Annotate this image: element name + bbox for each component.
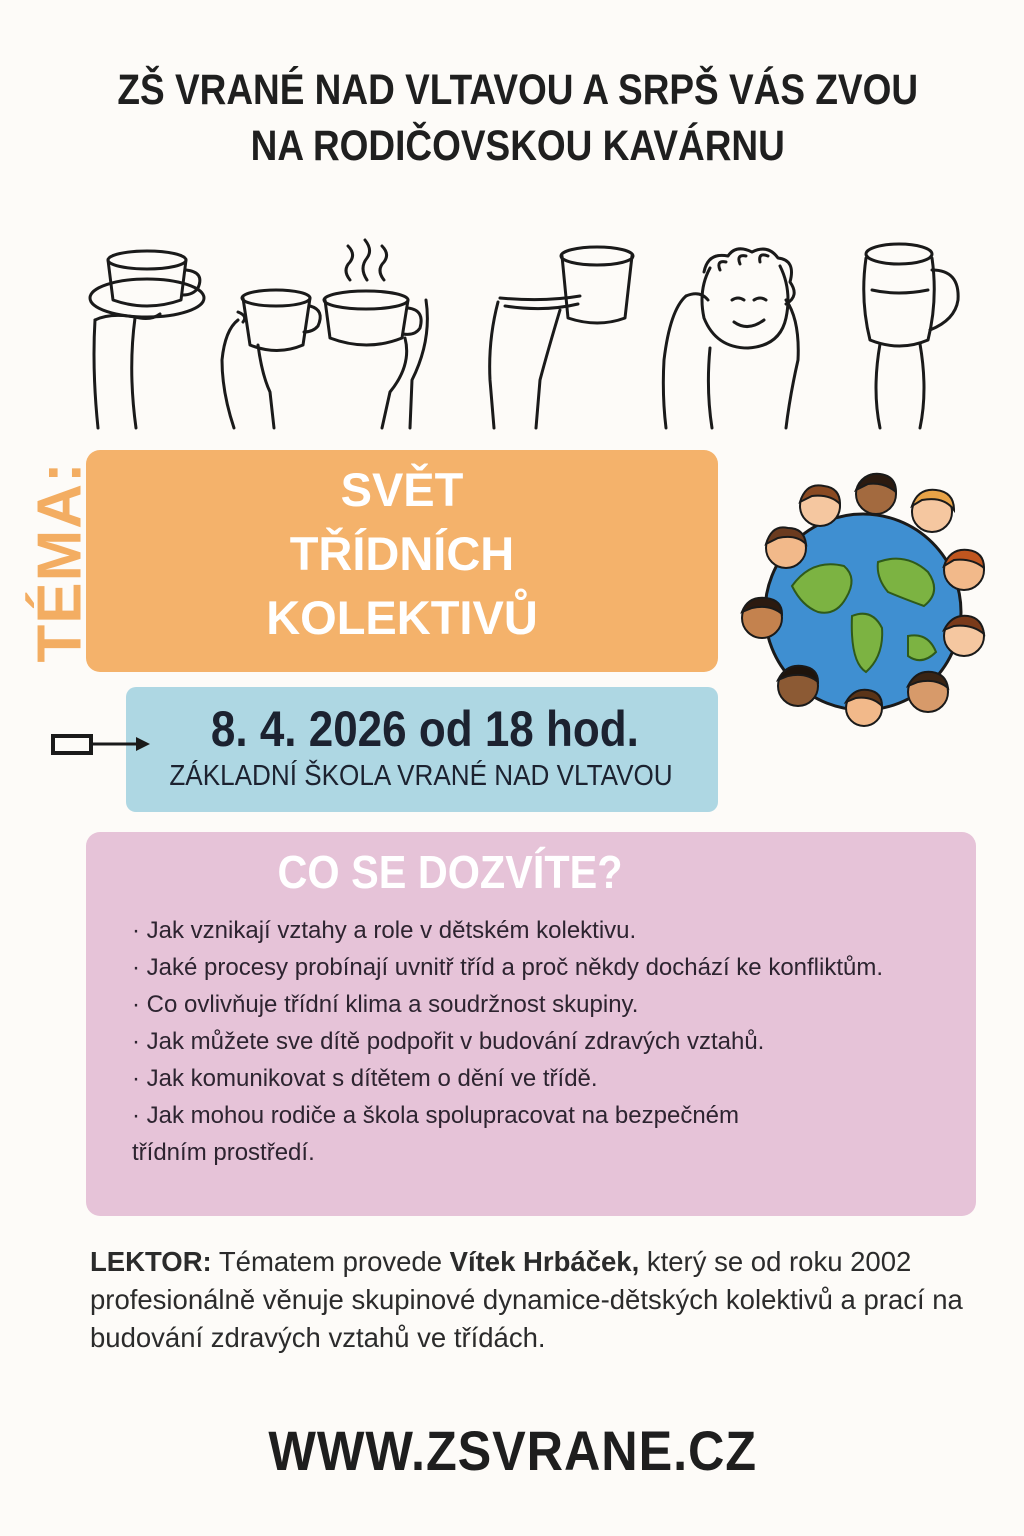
topic-label: TÉMA: [25,461,95,663]
cups-illustration [0,225,1024,435]
lektor-label: LEKTOR: [90,1246,212,1277]
list-item: · Jak komunikovat s dítětem o dění ve třídě. [132,1065,598,1092]
arrow-right-icon [50,728,154,762]
topic-line-1: SVĚT [340,463,464,516]
title-line-1: ZŠ VRANÉ NAD VLTAVOU A SRPŠ VÁS ZVOU [117,66,919,114]
topic-title [86,458,718,650]
lektor-name: Vítek Hrbáček, [449,1246,640,1277]
face-with-hand-icon [663,249,798,428]
coffee-cup-icon [222,290,320,428]
list-item: · Co ovlivňuje třídní klima a soudržnost skupiny. [132,991,639,1018]
globe-children-icon [732,466,994,728]
learn-heading: CO SE DOZVÍTE? [277,846,623,898]
lektor-text-2: který se od roku 2002 profesionálně věnuje skupinové dynamice-dětských kolektivů a prací na budování zdravých vztahů ve třídách. [90,1246,963,1353]
event-date: 8. 4. 2026 od 18 hod. [210,701,639,757]
page-title [77,62,958,174]
topic-line-2: TŘÍDNÍCH [289,527,515,580]
list-item: · Jak vznikají vztahy a role v dětském kolektivu. [132,917,637,944]
learn-list [132,912,952,1171]
website-link[interactable]: WWW.ZSVRANE.CZ [268,1419,757,1482]
list-item: · Jak mohou rodiče a škola spolupracovat na bezpečném [132,1102,740,1129]
event-place: ZÁKLADNÍ ŠKOLA VRANÉ NAD VLTAVOU [169,760,673,792]
lektor-paragraph [90,1243,995,1357]
list-item-continuation: třídním prostředí. [132,1139,315,1166]
steaming-cup-icon [324,240,427,428]
water-jug-icon [864,244,958,428]
list-item: · Jak můžete sve dítě podpořit v budování zdravých vztahů. [132,1028,765,1055]
list-item: · Jaké procesy probínají uvnitř tříd a proč někdy dochází ke konfliktům. [132,954,884,981]
title-line-2: NA RODIČOVSKOU KAVÁRNU [250,122,785,170]
lektor-text-1: Tématem provede [211,1246,450,1277]
topic-line-3: KOLEKTIVŮ [266,591,538,644]
cup-on-hand-icon [490,247,633,428]
cup-saucer-icon [90,251,204,428]
